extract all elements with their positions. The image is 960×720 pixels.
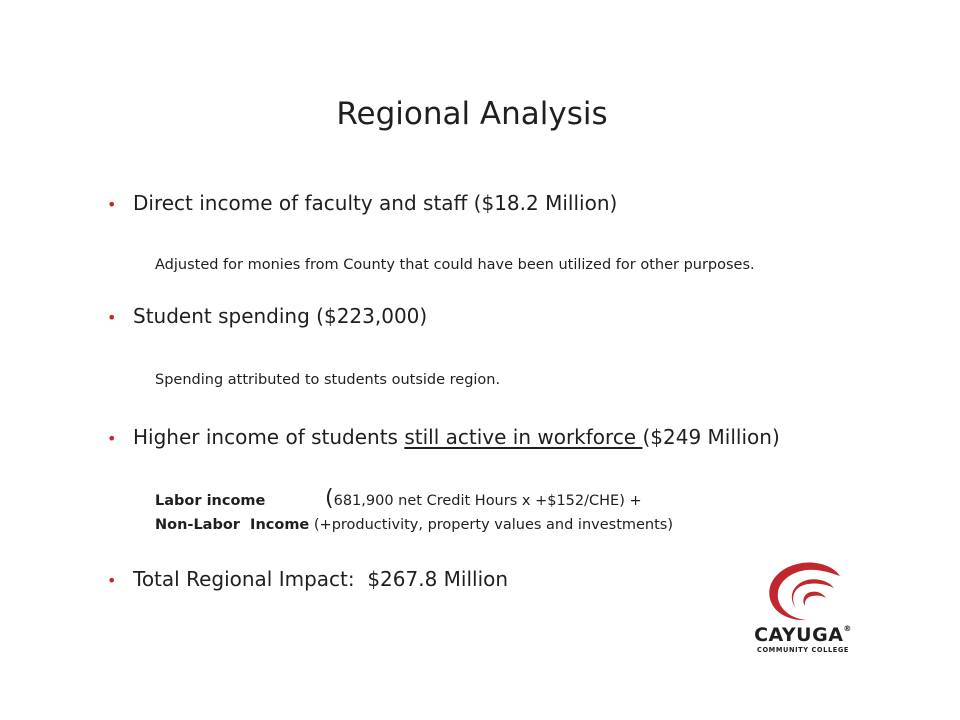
bullet-text: Total Regional Impact: $267.8 Million bbox=[133, 567, 509, 591]
logo-name: CAYUGA® bbox=[754, 624, 852, 646]
bullet-subtext: Adjusted for monies from County that could have been utilized for other purposes. bbox=[155, 257, 755, 273]
labor-income-paren: ( bbox=[325, 486, 334, 511]
bullet-subtext: Spending attributed to students outside region. bbox=[155, 372, 501, 388]
bullet-text: Direct income of faculty and staff ($18.2 Million) bbox=[133, 191, 618, 215]
slide-title: Regional Analysis bbox=[336, 96, 608, 132]
bullet-item bbox=[107, 425, 780, 449]
bullet-text: Student spending ($223,000) bbox=[133, 304, 428, 328]
cayuga-logo bbox=[742, 558, 864, 658]
logo-subtitle: COMMUNITY COLLEGE bbox=[757, 646, 849, 654]
nonlabor-income-label: Non-Labor Income bbox=[155, 517, 310, 533]
labor-income-label: Labor income bbox=[155, 493, 266, 509]
bullet-icon: • bbox=[107, 429, 117, 448]
bullet-icon: • bbox=[107, 308, 117, 327]
bullet-text bbox=[133, 425, 780, 449]
nonlabor-income-row bbox=[155, 517, 673, 533]
bullet-text-underlined: still active in workforce bbox=[404, 425, 643, 449]
cayuga-swoosh-icon bbox=[742, 558, 864, 624]
nonlabor-income-value: (+productivity, property values and investments) bbox=[309, 517, 674, 533]
bullet-icon: • bbox=[107, 195, 117, 214]
bullet-item bbox=[107, 567, 508, 591]
registered-mark: ® bbox=[843, 624, 852, 633]
bullet-text-after: ($249 Million) bbox=[642, 425, 780, 449]
labor-income-row bbox=[155, 486, 642, 511]
labor-income-value: 681,900 net Credit Hours x +$152/CHE) + bbox=[333, 493, 642, 509]
bullet-icon: • bbox=[107, 571, 117, 590]
bullet-text-before: Higher income of students bbox=[133, 425, 405, 449]
bullet-item bbox=[107, 304, 427, 328]
bullet-item bbox=[107, 191, 617, 215]
